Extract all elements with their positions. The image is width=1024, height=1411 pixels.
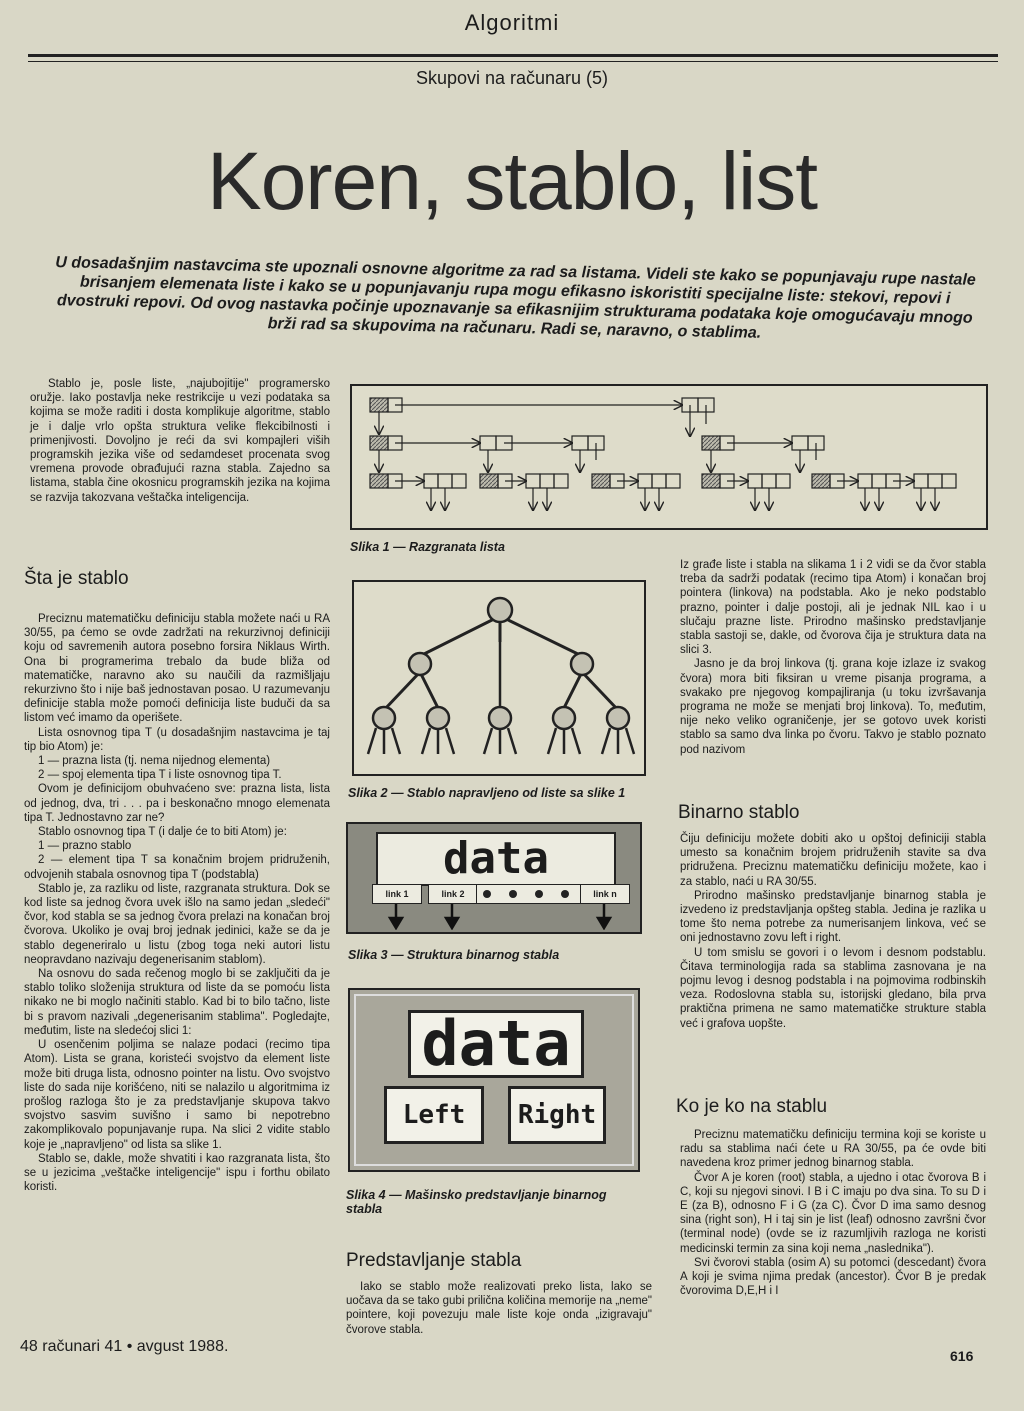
paragraph: Iako se stablo može realizovati preko lista, lako se uočava da se tako gubi prilična količina memorije na „neme" pointere, koji povezuju male liste koje onda „izigravaju" čvorove stabla. [346,1281,652,1336]
section-heading: Ko je ko na stablu [676,1096,828,1117]
paragraph: 2 — spoj elementa tipa T i liste osnovnog tipa T. [38,769,282,782]
paragraph: Jasno je da broj linkova (tj. grana koje izlaze iz svakog čvora) mora biti fiksiran u vreme pisanja programa, a svakako pre njegovog kompajliranja (u toku izvršavanja programa ne može se menjati broj linkova). To, međutim, nije neko veliko ograničenje, jer se gotovo uvek koristi stablo sa samo dva linka po čvoru. Takvo je stablo poznato pod nazivom [680,658,986,756]
paragraph: Iz građe liste i stabla na slikama 1 i 2 vidi se da čvor stabla treba da sadrži podatak (recimo tipa Atom) i konačan broj pointera (linkova) na podstabla. Ako je neko podstablo prazno, pointer i dalje postoji, ali je jednak NIL kao i u slučaju prazne liste. Prirodno mašinsko predstavljanje stabla sastoji se, dakle, od čvorova čija je struktura data na slici 3. [680,559,986,657]
paragraph: U osenčenim poljima se nalaze podaci (recimo tipa Atom). Lista se grana, koristeći svojstvo da element liste može biti druga lista, odnosno pointer na listu. Ovo svojstvo liste do sada nije korišćeno, niti se nalazilo u algoritmima iz prošlog razloga što je za predstavljanje skupova takvo svojstvo sasvim suvišno i samo bi nepotrebno zakomplikovalo popunjavanje rupa. Na slici 2 vidite stablo koje je „napravljeno" od lista sa slike 1. [24,1039,330,1151]
middle-column-body [346,1280,652,1337]
section-header: Algoritmi [464,10,560,35]
section-heading: Šta je stablo [24,568,129,589]
page-number: 616 [950,1348,974,1364]
figure-3-node-structure [346,822,642,934]
article-intro: U dosadašnjim nastavcima ste upoznali osnovne algoritme za rad sa listama. Videli ste kako se popunjavaju rupe nastale brisanjem elemenata liste i kako se u popunjavanju rupa mogu efikasno iskoristiti specijalne liste: stekovi, repovi i dvostruki repovi. Od ovog nastavka počinje upoznavanje sa efikasnijim strukturama podataka koje omogućavaju mnogo brži rad sa skupovima na računaru. Radi se, naravno, o stablima. [55,254,976,342]
right-column-top [680,558,986,757]
branched-list-diagram [352,386,986,528]
figure-4-caption: Slika 4 — Mašinsko predstavljanje binarnog stabla [346,1188,607,1216]
section-heading: Binarno stablo [678,802,800,823]
figure-3-caption: Slika 3 — Struktura binarnog stabla [348,948,560,962]
series-title: Skupovi na računaru (5) [415,68,609,88]
paragraph: Stablo osnovnog tipa T (i dalje će to biti Atom) je: [38,826,287,839]
link-arrows [348,902,640,930]
paragraph: Na osnovu do sada rečenog moglo bi se zaključiti da je stablo toliko složenija struktura od liste da se pomoću lista nikako ne bi moglo načiniti stablo. Kad bi to bilo tačno, liste bi s pravom nazivali „degenerisanim stablima". Pogledajte, međutim, liste na sledećoj slici 1: [24,968,330,1037]
paragraph: Ovom je definicijom obuhvaćeno sve: prazna lista, lista od jednog, dva, tri . . . pa i beskonačno mnogo elemenata tipa T. Jednostavno zar ne? [24,783,330,824]
paragraph: Stablo je, posle liste, „najubojitije" programersko oružje. Iako postavlja neke restrikcije u vezi podataka sa kojima se može raditi i dosta komplikuje algoritme, stablo je i dalje vrlo opšta struktura velike flekcibilnosti i primenjivosti. Dovoljno je reći da svi kompajleri viših programskih jezika više od sedamdeset procenata svog vremena provode obrađujući razna stabla. Zajedno sa listama, stabla čine okosnicu programskih jezika na kojima se razvija takozvana veštačka inteligencija. [30,378,330,504]
figure-1-caption: Slika 1 — Razgranata lista [350,540,505,554]
link-field: link 2 [428,884,478,904]
paragraph: Stablo je, za razliku od liste, razgranata struktura. Dok se kod liste sa jednog čvora uvek išlo na samo jedan „sledeći" čvor, kod stabla se sa jednog čvora prelazi na konačan broj čvorova. Ukoliko je ovaj broj jednak jedinici, kaže se da je stablo degeneriralo u listu (zbog toga neki autori listu neopravdano nazivaju degenerisanim stablom). [24,882,330,966]
header-rule [28,54,998,57]
tree-diagram [354,582,644,774]
paragraph: Čvor A je koren (root) stabla, a ujedno i otac čvorova B i C, koji su njegovi sinovi. I B i C imaju po dva sina. To su D i E (za B), odnosno F i G (za C). Čvor D ima samo desnog sina (right son), H i taj sin je list (leaf) odnosno završni čvor (terminal node) (ovde se iz razumljivih razloga ne koristi medicinski termin za sina koji nema „naslednika"). [680,1171,986,1255]
left-column-body [24,612,330,1194]
left-column-top [30,377,330,505]
paragraph: Čiju definiciju možete dobiti ako u opštoj definiciji stabla umesto sa konačnim brojem pridruženih stavite sa dva pridružena. Preciznu matematičku definiciju možete, kao i za stablo, naći u RA 30/55. [680,833,986,888]
right-column-bottom [680,1128,986,1298]
section-heading: Predstavljanje stabla [346,1250,522,1271]
paragraph: 2 — element tipa T sa konačnim brojem pridruženih, odvojenih stabala osnovnog tipa T (podstabla) [24,854,330,881]
paragraph: Lista osnovnog tipa T (u dosadašnjim nastavcima je taj tip bio Atom) je: [24,726,330,753]
link-field: link n [580,884,630,904]
data-field: data [376,832,616,886]
link-field: link 1 [372,884,422,904]
paragraph: U tom smislu se govori i o levom i desnom podstablu. Čitava terminologija rada sa stablima zasnovana je na pojmu levog i desnog podstabla i na pojmovima rodbinskih veza. Rodoslovna stabla su, istorijski gledano, bila prva praktična primena ne samo matematičke strukture stabla već i grafova uopšte. [680,946,986,1030]
figure-1-branched-list [350,384,988,530]
link-ellipsis [476,884,582,904]
right-link-field: Right [508,1086,606,1144]
article-title: Koren, stablo, list [207,136,817,227]
paragraph: Prirodno mašinsko predstavljanje binarnog stabla je izvedeno iz predstavljanja opšteg stabla. Jedina je razlika u tome što nema potrebe za numerisanjem linkova, već se oni jednostavno zovu left i right. [680,889,986,945]
paragraph: Stablo se, dakle, može shvatiti i kao razgranata lista, što se u jezicima „veštačke inteligencije" ispu i forthu obilato koristi. [24,1152,330,1194]
paragraph: Preciznu matematičku definiciju stabla možete naći u RA 30/55, pa ćemo se ovde zadržati na rekurzivnoj definiciji koju od savremenih autora posebno forsira Niklaus Wirth. Ona bi programerima trebalo da bude bliža od matematičke, naravno ako su naučili da razmišljaju rekurzivno što i nije baš jednostavan posao. U razumevanju definicije stabla može pomoći definicija liste buduči da sa listom već imamo da operišete. [24,613,330,725]
data-field: data [408,1010,584,1078]
paragraph: 1 — prazna lista (tj. nema nijednog elementa) [38,755,271,768]
figure-2-caption: Slika 2 — Stablo napravljeno od liste sa slike 1 [348,786,626,800]
figure-4-binary-node [348,988,640,1172]
issue-footer: 48 računari 41 • avgust 1988. [20,1338,229,1355]
ellipsis-dots [477,885,581,903]
paragraph: Preciznu matematičku definiciju termina koji se koriste u radu sa stablima naći ćete u RA 30/55, pa će ovde biti navedena kroz primer jednog binarnog stabla. [680,1129,986,1170]
right-column-middle [680,832,986,1031]
paragraph: Svi čvorovi stabla (osim A) su potomci (descedant) čvora A koji je svima njima predak (ancestor). Čvor B je predak čvorovima D,E,H i I [680,1256,986,1298]
header-rule-thin [28,61,998,62]
left-link-field: Left [384,1086,484,1144]
figure-2-tree [352,580,646,776]
paragraph: 1 — prazno stablo [38,840,132,853]
